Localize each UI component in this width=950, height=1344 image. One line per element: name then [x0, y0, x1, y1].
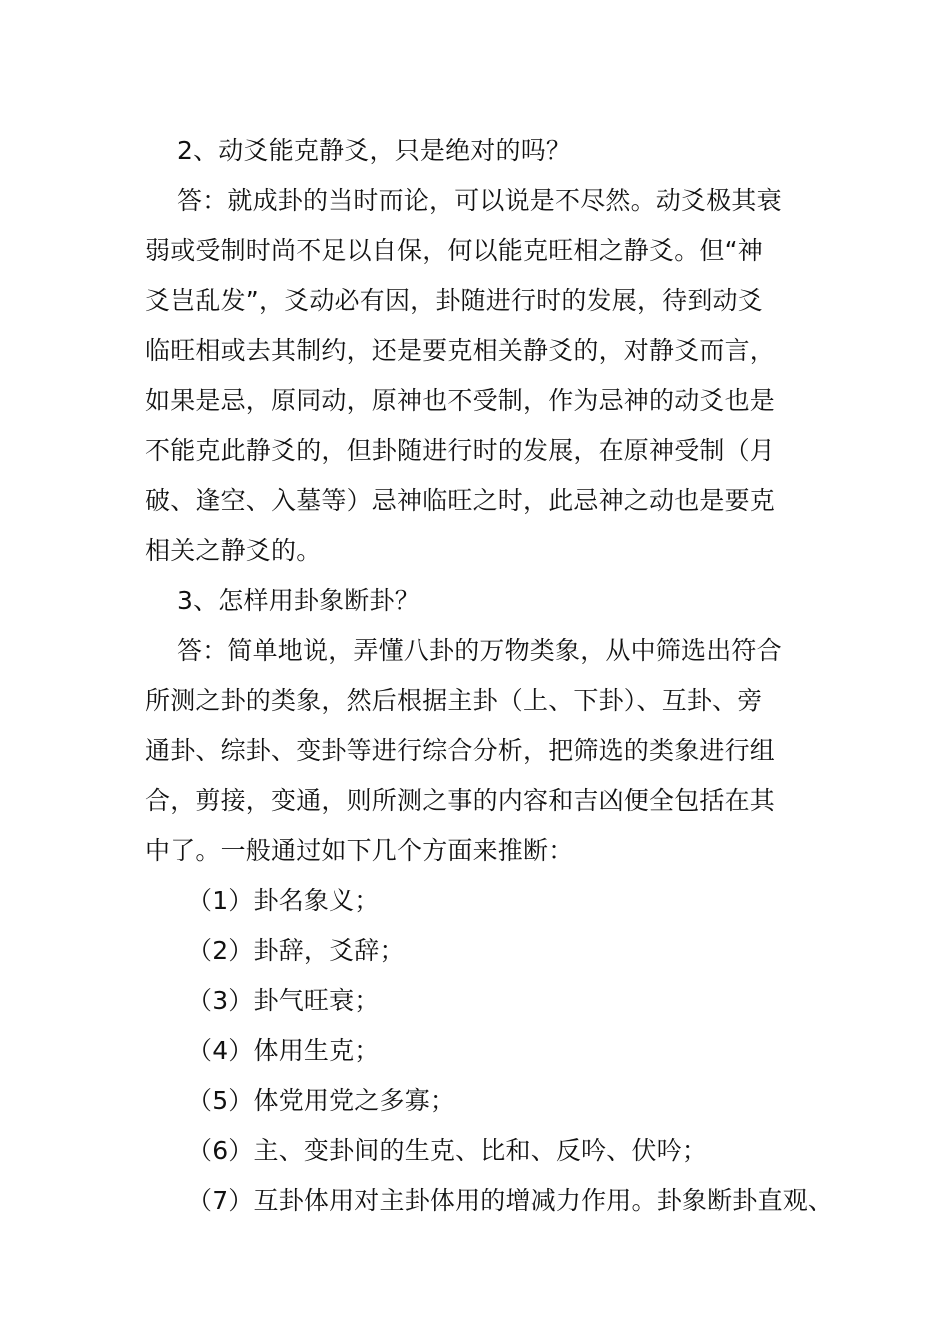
list-item: （2）卦辞，爻辞； — [187, 936, 405, 965]
answer-2-paragraph-line: 弱或受制时尚不足以自保，何以能克旺相之静爻。但“神 — [145, 236, 763, 265]
list-item: （6）主、变卦间的生克、比和、反吟、伏吟； — [187, 1136, 708, 1165]
answer-3-paragraph-line: 合，剪接，变通，则所测之事的内容和吉凶便全包括在其 — [145, 786, 776, 815]
answer-3-paragraph-line: 中了。一般通过如下几个方面来推断： — [145, 836, 574, 865]
answer-2-paragraph-line: 临旺相或去其制约，还是要克相关静爻的，对静爻而言， — [145, 336, 776, 365]
list-item: （7）互卦体用对主卦体用的增减力作用。卦象断卦直观、 — [187, 1186, 834, 1215]
list-item: （1）卦名象义； — [187, 886, 380, 915]
list-item: （3）卦气旺衰； — [187, 986, 380, 1015]
document-page — [145, 126, 834, 1226]
answer-2-paragraph-line: 不能克此静爻的，但卦随进行时的发展，在原神受制（月 — [145, 436, 776, 465]
answer-3-paragraph-line: 答：简单地说，弄懂八卦的万物类象，从中筛选出符合 — [177, 636, 782, 665]
question-3-heading: 3、怎样用卦象断卦？ — [177, 586, 420, 615]
answer-3-paragraph-line: 所测之卦的类象，然后根据主卦（上、下卦）、互卦、旁 — [145, 686, 763, 715]
list-item: （4）体用生克； — [187, 1036, 380, 1065]
list-item: （5）体党用党之多寡； — [187, 1086, 456, 1115]
answer-3-paragraph-line: 通卦、综卦、变卦等进行综合分析，把筛选的类象进行组 — [145, 736, 776, 765]
answer-2-paragraph-line: 爻岂乱发”，爻动必有因，卦随进行时的发展，待到动爻 — [145, 286, 763, 315]
question-2-heading: 2、动爻能克静爻，只是绝对的吗？ — [177, 136, 572, 165]
answer-2-paragraph-line: 答：就成卦的当时而论，可以说是不尽然。动爻极其衰 — [177, 186, 782, 215]
answer-2-paragraph-line: 如果是忌，原同动，原神也不受制，作为忌神的动爻也是 — [145, 386, 776, 415]
answer-2-paragraph-line: 相关之静爻的。 — [145, 536, 322, 565]
answer-2-paragraph-line: 破、逢空、入墓等）忌神临旺之时，此忌神之动也是要克 — [145, 486, 776, 515]
